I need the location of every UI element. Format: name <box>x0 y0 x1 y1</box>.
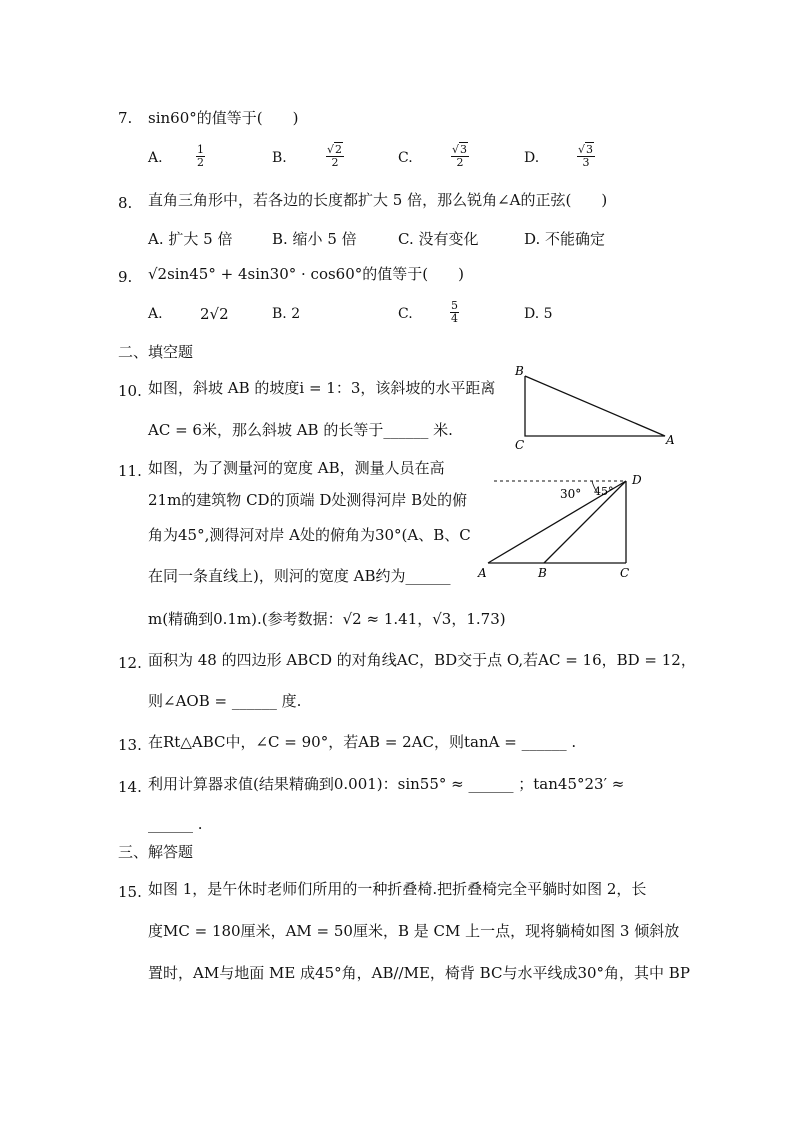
q15-line2: 度MC = 180厘米，AM = 50厘米，B 是 CM 上一点，现将躺椅如图 3 倾斜放 <box>148 922 680 940</box>
q10-line1: 如图，斜坡 AB 的坡度i = 1：3，该斜坡的水平距离 <box>148 379 496 397</box>
q11-line5: m(精确到0.1m).(参考数据：√2 ≈ 1.41，√3，1.73) <box>148 610 506 628</box>
q14-line2: ______ . <box>148 815 203 833</box>
q15-number: 15. <box>118 883 142 901</box>
q9-option-c-value: $\frac{5}{4}$ <box>451 299 458 325</box>
q7-option-a-label: A. <box>148 150 163 166</box>
section-fill-in-title: 二、填空题 <box>118 343 194 361</box>
q7-option-c-label: C. <box>398 150 413 166</box>
q8-option-c: C. 没有变化 <box>398 230 479 248</box>
q9-option-a-label: A. <box>148 306 163 322</box>
q11-label-a: A <box>478 566 487 580</box>
q10-label-b: B <box>515 364 524 378</box>
q11-line2: 21m的建筑物 CD的顶端 D处测得河岸 B处的俯 <box>148 491 468 509</box>
q10-label-a: A <box>666 433 675 447</box>
q7-option-c-value: $\frac{√3}{2}$ <box>452 143 468 169</box>
q11-river-diagram <box>474 465 654 585</box>
q11-angle-30: 30° <box>560 487 582 501</box>
q8-stem: 直角三角形中，若各边的长度都扩大 5 倍，那么锐角∠A的正弦( ) <box>148 191 608 209</box>
q11-angle-45: 45° <box>594 485 614 498</box>
q11-line1: 如图，为了测量河的宽度 AB，测量人员在高 <box>148 459 445 477</box>
q15-line1: 如图 1，是午休时老师们所用的一种折叠椅.把折叠椅完全平躺时如图 2，长 <box>148 880 647 898</box>
q12-number: 12. <box>118 654 142 672</box>
q10-label-c: C <box>515 438 525 452</box>
q7-option-b-value: $\frac{√2}{2}$ <box>327 143 343 169</box>
section-answer-title: 三、解答题 <box>118 843 194 861</box>
q11-line3: 角为45°,测得河对岸 A处的俯角为30°(A、B、C <box>148 526 471 544</box>
q8-option-b: B. 缩小 5 倍 <box>272 230 357 248</box>
q11-label-c: C <box>620 566 630 580</box>
q9-option-b: B. 2 <box>272 306 301 322</box>
q7-option-d-value: $\frac{√3}{3}$ <box>578 143 594 169</box>
q9-option-c-label: C. <box>398 306 413 322</box>
q7-stem: sin60°的值等于( ) <box>148 109 299 127</box>
q7-option-b-label: B. <box>272 150 287 166</box>
q9-stem: √2sin45° + 4sin30° · cos60°的值等于( ) <box>148 265 464 283</box>
q12-line1: 面积为 48 的四边形 ABCD 的对角线AC，BD交于点 O,若AC = 16，BD = 12， <box>148 651 696 669</box>
q7-option-a-value: $\frac{1}{2}$ <box>197 143 204 169</box>
q9-option-a-value: 2√2 <box>200 305 229 323</box>
q8-number: 8. <box>118 194 133 212</box>
q7-option-d-label: D. <box>524 150 540 166</box>
q15-line3: 置时，AM与地面 ME 成45°角，AB//ME，椅背 BC与水平线成30°角，其中 BP <box>148 964 690 982</box>
q9-number: 9. <box>118 268 133 286</box>
q11-label-d: D <box>632 473 642 487</box>
q10-line2: AC = 6米，那么斜坡 AB 的长等于______ 米. <box>148 421 453 439</box>
q10-slope-diagram <box>505 360 685 455</box>
q10-number: 10. <box>118 382 142 400</box>
q12-line2: 则∠AOB = ______ 度. <box>148 692 302 710</box>
q11-number: 11. <box>118 462 142 480</box>
q13-line1: 在Rt△ABC中，∠C = 90°，若AB = 2AC，则tanA = ______ . <box>148 733 577 751</box>
q14-number: 14. <box>118 778 142 796</box>
q11-label-b: B <box>538 566 547 580</box>
q9-option-d: D. 5 <box>524 306 553 322</box>
q14-line1: 利用计算器求值(结果精确到0.001)：sin55° ≈ ______ ；tan45°23′ ≈ <box>148 775 625 793</box>
q11-line4: 在同一条直线上)，则河的宽度 AB约为______ <box>148 567 451 585</box>
q7-number: 7. <box>118 109 133 127</box>
q8-option-a: A. 扩大 5 倍 <box>148 230 233 248</box>
q13-number: 13. <box>118 736 142 754</box>
q8-option-d: D. 不能确定 <box>524 230 606 248</box>
